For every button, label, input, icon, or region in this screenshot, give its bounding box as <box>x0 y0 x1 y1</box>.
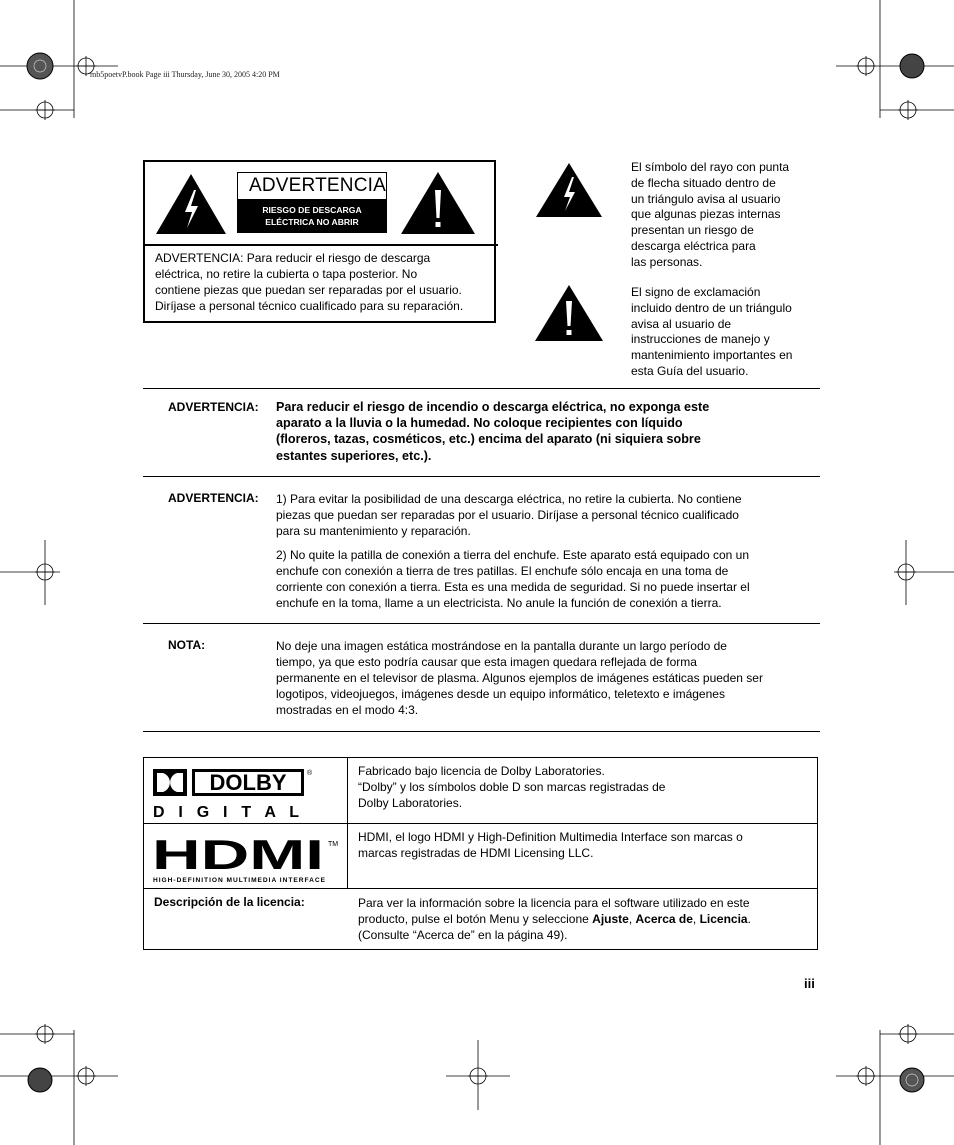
description-line: avisa al usuario de <box>631 316 732 331</box>
warning-2-label: ADVERTENCIA: <box>168 491 259 505</box>
license-desc-line: Para ver la información sobre la licencia para el software utilizado en este <box>358 896 750 910</box>
description-line: El signo de exclamación <box>631 285 761 299</box>
warning-2-line: enchufe con conexión a tierra de tres patillas. El enchufe sólo encaja en una toma de <box>276 564 729 578</box>
hdmi-license-text <box>358 829 803 861</box>
dolby-line: Dolby Laboratories. <box>358 796 463 810</box>
warning-1-line: estantes superiores, etc.). <box>276 448 432 463</box>
dolby-digital-text: D I G I T A L <box>153 804 299 820</box>
exclamation-symbol-icon <box>533 283 605 343</box>
description-line: instrucciones de manejo y <box>631 332 770 347</box>
warning-2-paragraph-2 <box>276 547 806 611</box>
advertencia-title: ADVERTENCIA <box>238 173 386 200</box>
description-line: mantenimiento importantes en <box>631 348 793 363</box>
license-desc-line: (Consulte “Acerca de” en la página 49). <box>358 928 568 942</box>
license-description-text <box>358 895 808 943</box>
section-divider <box>143 731 820 732</box>
dolby-line: Fabricado bajo licencia de Dolby Laboratories. <box>358 764 605 778</box>
lightning-warning-icon <box>154 172 228 236</box>
note-line: mostradas en el modo 4:3. <box>276 703 419 717</box>
license-description-label: Descripción de la licencia: <box>154 895 305 909</box>
description-line: esta Guía del usuario. <box>631 363 749 378</box>
warning-box <box>143 160 496 323</box>
warning-box-divider <box>145 244 498 246</box>
print-header: mb5poetvP.book Page iii Thursday, June 30, 2005 4:20 PM <box>90 70 280 79</box>
description-line: un triángulo avisa al usuario <box>631 191 781 206</box>
note-line: tiempo, ya que esto podría causar que esta imagen quedara reflejada de forma <box>276 655 697 669</box>
menu-licencia: Licencia <box>699 912 748 926</box>
banner-line-1: RIESGO DE DESCARGA <box>262 205 362 215</box>
warning-box-line: eléctrica, no retire la cubierta o tapa posterior. No <box>155 267 418 281</box>
license-desc-segment: producto, pulse el botón Menu y seleccione <box>358 912 593 926</box>
warning-1-label: ADVERTENCIA: <box>168 400 259 414</box>
description-line: incluido dentro de un triángulo <box>631 300 792 315</box>
lightning-symbol-description <box>631 160 816 271</box>
section-divider <box>143 388 820 389</box>
license-desc-period: . <box>747 912 751 926</box>
menu-ajuste: Ajuste <box>592 912 629 926</box>
warning-2-line: para su mantenimiento y reparación. <box>276 524 471 538</box>
dolby-wordmark: DOLBY <box>209 770 287 795</box>
note-line: permanente en el televisor de plasma. Algunos ejemplos de imágenes estáticas pueden ser <box>276 671 763 685</box>
note-text <box>276 638 806 718</box>
page-number: iii <box>804 976 815 991</box>
description-line: de flecha situado dentro de <box>631 175 776 190</box>
warning-box-text <box>155 250 497 314</box>
banner-line-2: ELÉCTRICA NO ABRIR <box>265 217 359 227</box>
section-divider <box>143 623 820 624</box>
lightning-symbol-icon <box>534 161 604 219</box>
hdmi-logo <box>152 836 342 886</box>
section-divider <box>143 476 820 477</box>
warning-1-line: (floreros, tazas, cosméticos, etc.) encima del aparato (ni siquiera sobre <box>276 432 701 447</box>
warning-1-line: aparato a la lluvia o la humedad. No coloque recipientes con líquido <box>276 416 683 431</box>
dolby-license-text <box>358 763 803 811</box>
warning-box-line: ADVERTENCIA: Para reducir el riesgo de descarga <box>155 251 431 265</box>
hdmi-trademark: TM <box>328 841 339 848</box>
hdmi-line: HDMI, el logo HDMI y High-Definition Multimedia Interface son marcas o <box>358 830 743 844</box>
description-line: presentan un riesgo de <box>631 223 754 238</box>
description-line: que algunas piezas internas <box>631 207 781 222</box>
advertencia-label-box <box>237 172 387 233</box>
warning-box-line: contiene piezas que puedan ser reparadas por el usuario. <box>155 283 462 297</box>
warning-2-line: 1) Para evitar la posibilidad de una descarga eléctrica, no retire la cubierta. No contiene <box>276 492 742 506</box>
license-desc-separator: , <box>692 912 700 926</box>
hdmi-subtitle: HIGH-DEFINITION MULTIMEDIA INTERFACE <box>153 877 325 884</box>
warning-2-line: piezas que puedan ser reparadas por el usuario. Diríjase a personal técnico cualificado <box>276 508 739 522</box>
dolby-digital-logo <box>152 766 314 820</box>
dolby-line: “Dolby” y los símbolos doble D son marcas registradas de <box>358 780 666 794</box>
warning-box-line: Diríjase a personal técnico cualificado para su reparación. <box>155 299 464 313</box>
license-table <box>143 757 818 950</box>
license-table-row-divider <box>144 823 817 824</box>
note-line: logotipos, videojuegos, imágenes desde un equipo informático, teletexto e imágenes <box>276 687 725 701</box>
note-label: NOTA: <box>168 638 206 652</box>
note-line: No deje una imagen estática mostrándose en la pantalla durante un largo período de <box>276 639 727 653</box>
menu-acerca-de: Acerca de <box>635 912 693 926</box>
dolby-registered-mark: ® <box>307 770 313 777</box>
description-line: las personas. <box>631 254 703 269</box>
license-table-row-divider <box>144 888 817 889</box>
license-desc-line <box>358 911 808 927</box>
warning-1-line: Para reducir el riesgo de incendio o descarga eléctrica, no exponga este <box>276 400 710 414</box>
license-desc-separator: , <box>628 912 636 926</box>
warning-2-line: corriente con conexión a tierra. Esta es una medida de seguridad. Si no puede insertar el <box>276 580 750 594</box>
warning-1-text <box>276 399 796 464</box>
exclamation-symbol-description <box>631 285 816 380</box>
warning-2-line: 2) No quite la patilla de conexión a tierra del enchufe. Este aparato está equipado con un <box>276 548 749 562</box>
hdmi-line: marcas registradas de HDMI Licensing LLC. <box>358 846 594 860</box>
warning-2-paragraph-1 <box>276 491 806 539</box>
shock-risk-banner <box>238 200 386 232</box>
description-line: descarga eléctrica para <box>631 238 756 253</box>
warning-2-line: enchufe en la toma, llame a un electricista. No anule la función de conexión a tierra. <box>276 596 722 610</box>
description-line: El símbolo del rayo con punta <box>631 160 790 174</box>
exclamation-warning-icon <box>399 170 477 236</box>
hdmi-wordmark: HDMI <box>152 836 324 878</box>
